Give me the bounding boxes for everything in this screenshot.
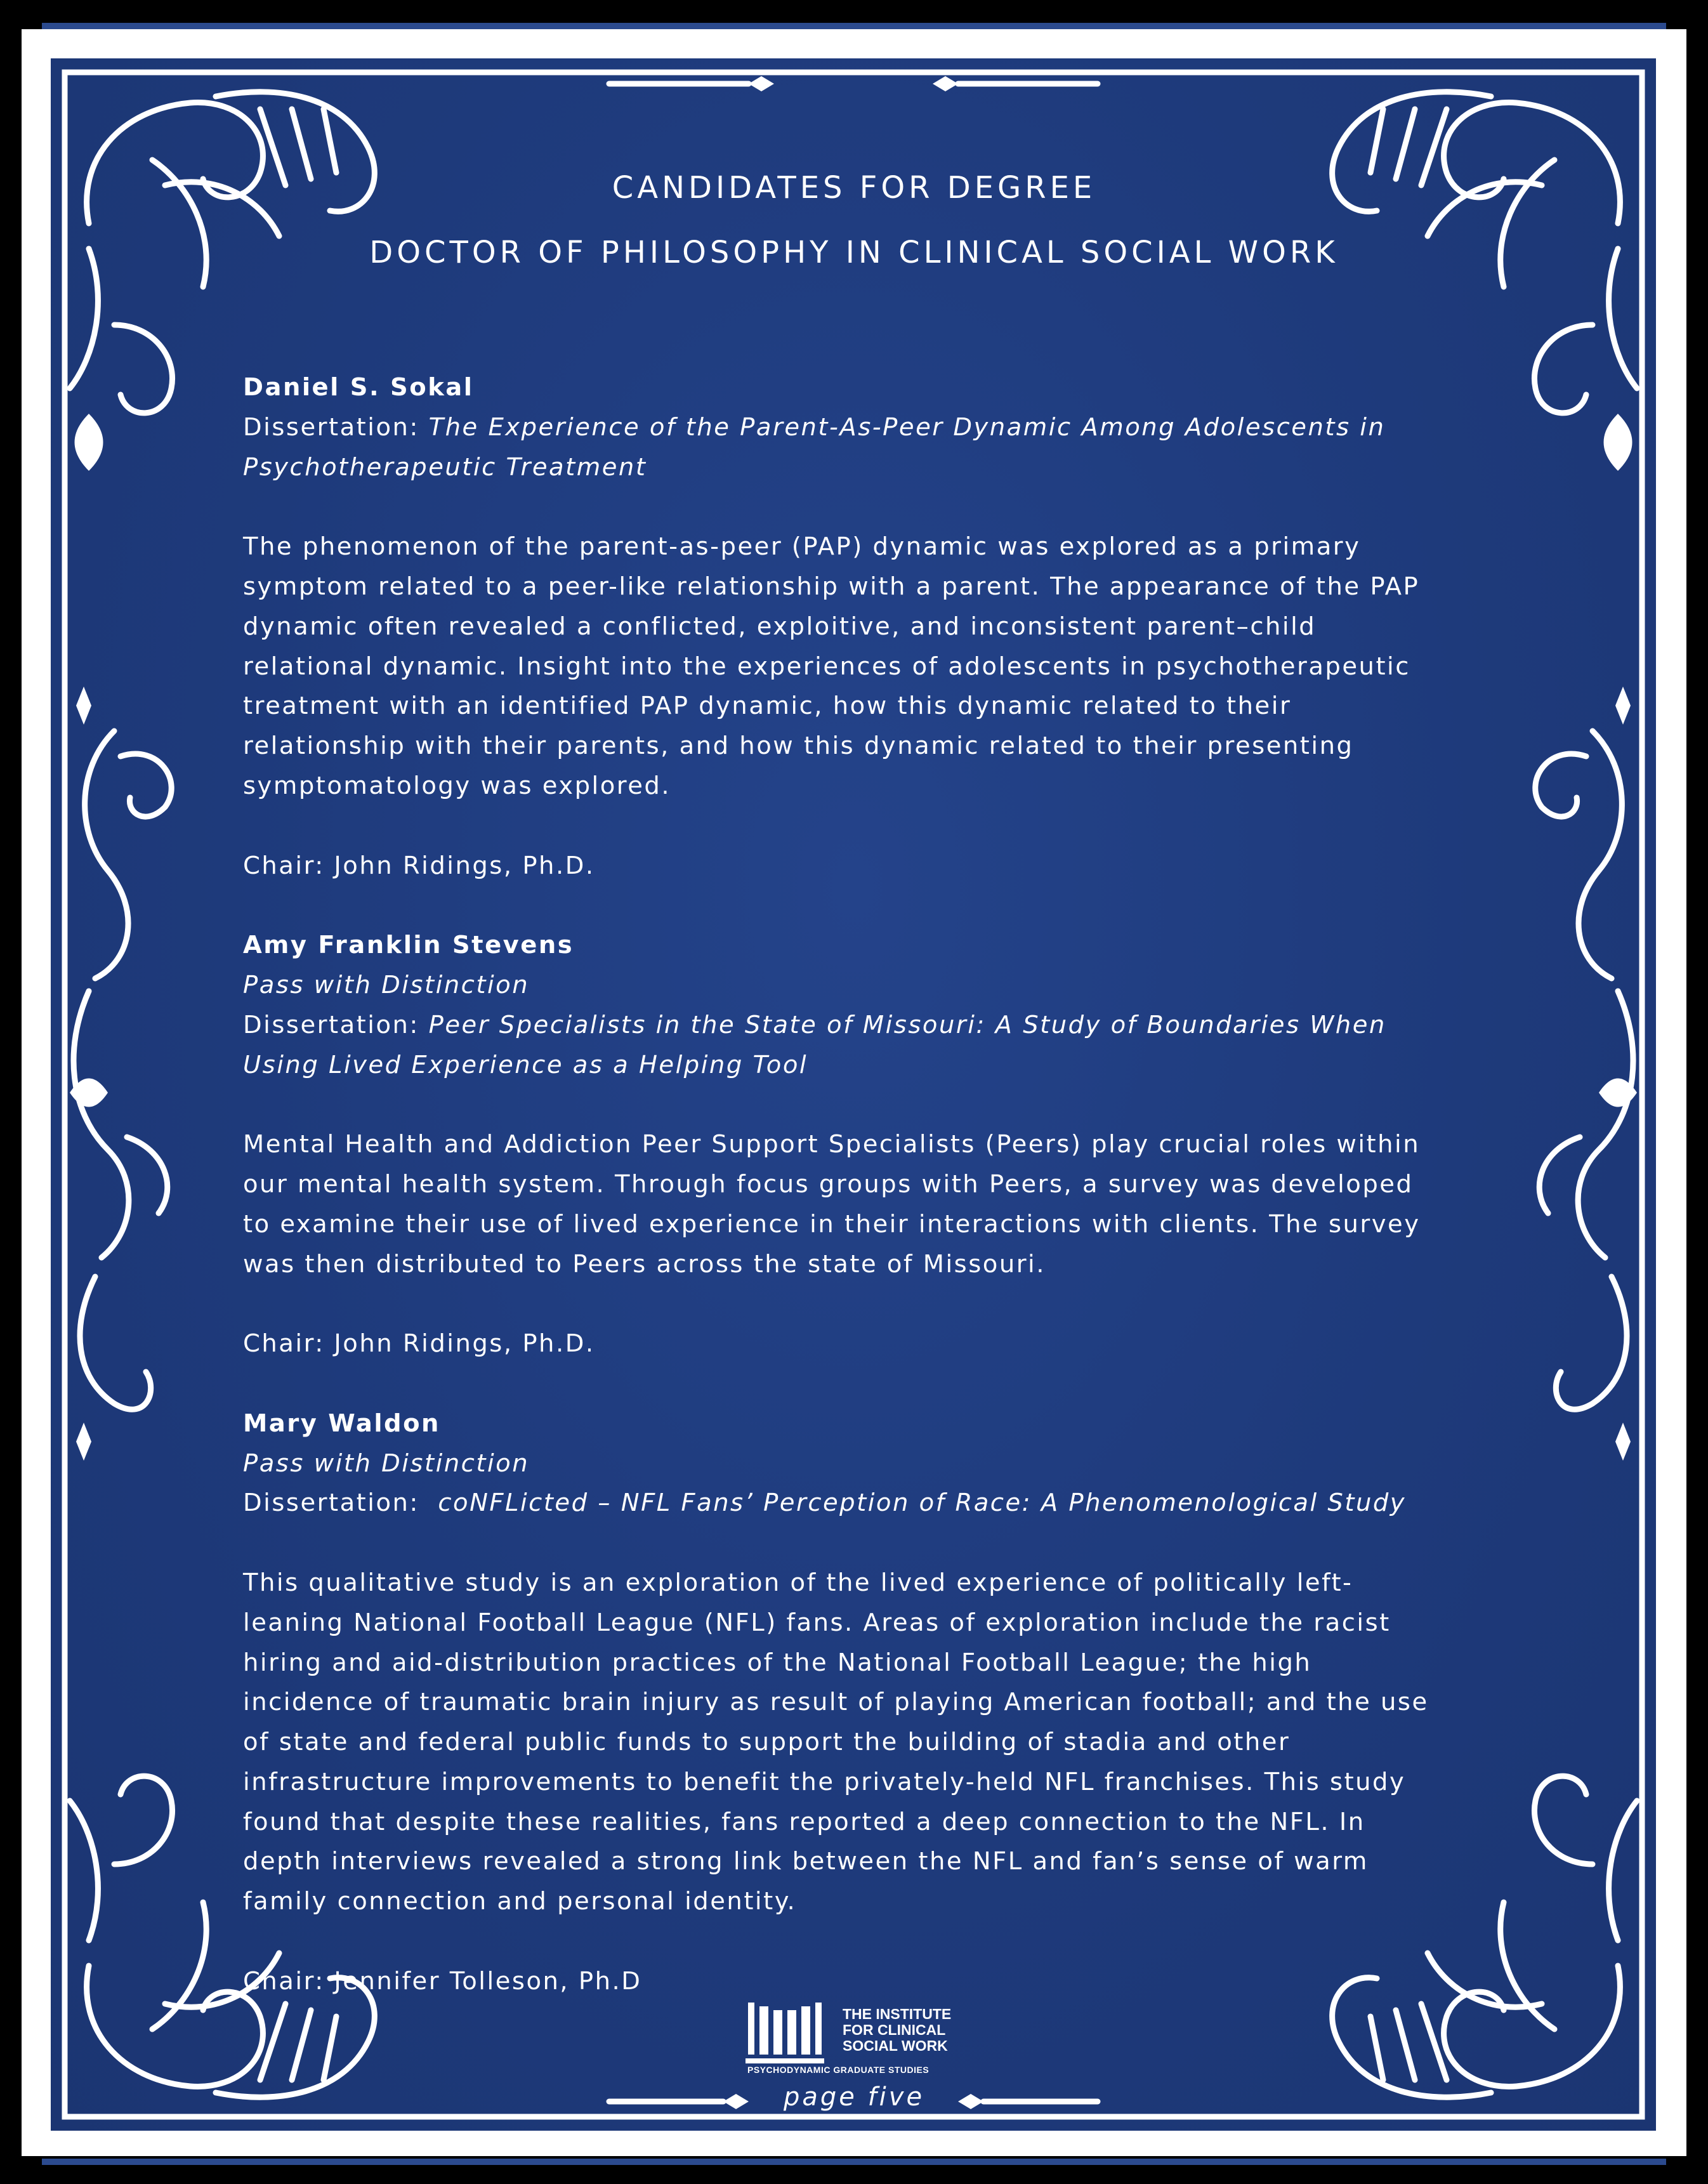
- dissertation-label: Dissertation:: [243, 412, 429, 442]
- logo-line: THE INSTITUTE: [843, 2006, 952, 2022]
- abstract-line: found that despite these realities, fans reported a deep connection to the NFL. In: [243, 1807, 1365, 1836]
- dissertation-title: The Experience of the Parent-As-Peer Dynamic Among Adolescents in: [428, 412, 1386, 442]
- side-ornament-left: [70, 687, 171, 1461]
- spacer: [243, 1364, 1474, 1404]
- abstract-line: treatment with an identified PAP dynamic, how this dynamic related to their: [243, 692, 1292, 721]
- logo-line: SOCIAL WORK: [843, 2037, 948, 2054]
- candidate-entry: [243, 926, 1474, 1364]
- candidate-entry: [243, 1404, 1474, 2002]
- dissertation-title-cont: Using Lived Experience as a Helping Tool: [243, 1050, 808, 1079]
- dissertation-label: Dissertation:: [243, 1010, 429, 1039]
- distinction-label: Pass with Distinction: [243, 970, 530, 999]
- dissertation-line: [243, 1006, 1474, 1046]
- abstract-line: family connection and personal identity.: [243, 1887, 797, 1916]
- logo-subtitle: PSYCHODYNAMIC GRADUATE STUDIES: [747, 2065, 930, 2075]
- heading-degree: CANDIDATES FOR DEGREE: [612, 170, 1096, 206]
- dissertation-title: Peer Specialists in the State of Missouri: A Study of Boundaries When: [428, 1010, 1386, 1039]
- abstract-line: relationship with their parents, and how this dynamic related to their presenting: [243, 732, 1354, 761]
- abstract-line: depth interviews revealed a strong link between the NFL and fan’s sense of warm: [243, 1847, 1369, 1876]
- abstract: [243, 1563, 1474, 1922]
- abstract-line: symptom related to a peer-like relationship with a parent. The appearance of the PAP: [243, 572, 1420, 601]
- dissertation-line: [243, 408, 1474, 448]
- chair-line: Chair: Jennifer Tolleson, Ph.D: [243, 1966, 642, 1996]
- dissertation-title: coNFLicted – NFL Fans’ Perception of Race: A Phenomenological Study: [438, 1489, 1407, 1518]
- dissertation-title-cont: Psychotherapeutic Treatment: [243, 452, 647, 482]
- abstract-line: hiring and aid-distribution practices of the National Football League; the high: [243, 1648, 1312, 1677]
- heading-program: DOCTOR OF PHILOSOPHY IN CLINICAL SOCIAL WORK: [369, 235, 1339, 270]
- abstract-line: symptomatology was explored.: [243, 771, 671, 800]
- chair-line: Chair: John Ridings, Ph.D.: [243, 1329, 595, 1358]
- dissertation-line: [243, 1483, 1474, 1523]
- distinction-label: Pass with Distinction: [243, 1449, 530, 1478]
- side-ornament-right: [1535, 687, 1637, 1461]
- abstract-line: of state and federal public funds to support the building of stadia and other: [243, 1728, 1291, 1757]
- abstract-line: leaning National Football League (NFL) fans. Areas of exploration include the racist: [243, 1608, 1391, 1637]
- logo-line: FOR CLINICAL: [843, 2022, 946, 2038]
- abstract-line: was then distributed to Peers across the state of Missouri.: [243, 1249, 1046, 1279]
- spacer: [243, 886, 1474, 926]
- candidate-entry: [243, 368, 1474, 886]
- abstract-line: This qualitative study is an exploration of the lived experience of politically left-: [243, 1568, 1353, 1597]
- abstract-line: infrastructure improvements to benefit the privately-held NFL franchises. This study: [243, 1767, 1406, 1796]
- abstract-line: incidence of traumatic brain injury as result of playing American football; and the use: [243, 1688, 1429, 1717]
- abstract-line: dynamic often revealed a conflicted, exploitive, and inconsistent parent–child: [243, 612, 1317, 641]
- abstract-line: Mental Health and Addiction Peer Support Specialists (Peers) play crucial roles within: [243, 1130, 1421, 1159]
- chair-line: Chair: John Ridings, Ph.D.: [243, 851, 595, 880]
- bottom-rule: [42, 2159, 1666, 2165]
- page-number: page five: [783, 2082, 925, 2112]
- candidate-name: Mary Waldon: [243, 1409, 440, 1438]
- candidate-name: Amy Franklin Stevens: [243, 931, 574, 960]
- logo-wordmark: [843, 2006, 951, 2054]
- candidates-list: [243, 368, 1474, 2002]
- abstract: [243, 1125, 1474, 1284]
- dissertation-label: Dissertation:: [243, 1489, 438, 1518]
- abstract-line: The phenomenon of the parent-as-peer (PAP) dynamic was explored as a primary: [243, 532, 1361, 562]
- abstract: [243, 527, 1474, 806]
- abstract-line: relational dynamic. Insight into the experiences of adolescents in psychotherapeutic: [243, 652, 1410, 681]
- top-rule: [42, 23, 1666, 29]
- abstract-line: our mental health system. Through focus groups with Peers, a survey was developed: [243, 1169, 1414, 1199]
- candidate-name: Daniel S. Sokal: [243, 373, 474, 402]
- abstract-line: to examine their use of lived experience in their interactions with clients. The survey: [243, 1209, 1421, 1239]
